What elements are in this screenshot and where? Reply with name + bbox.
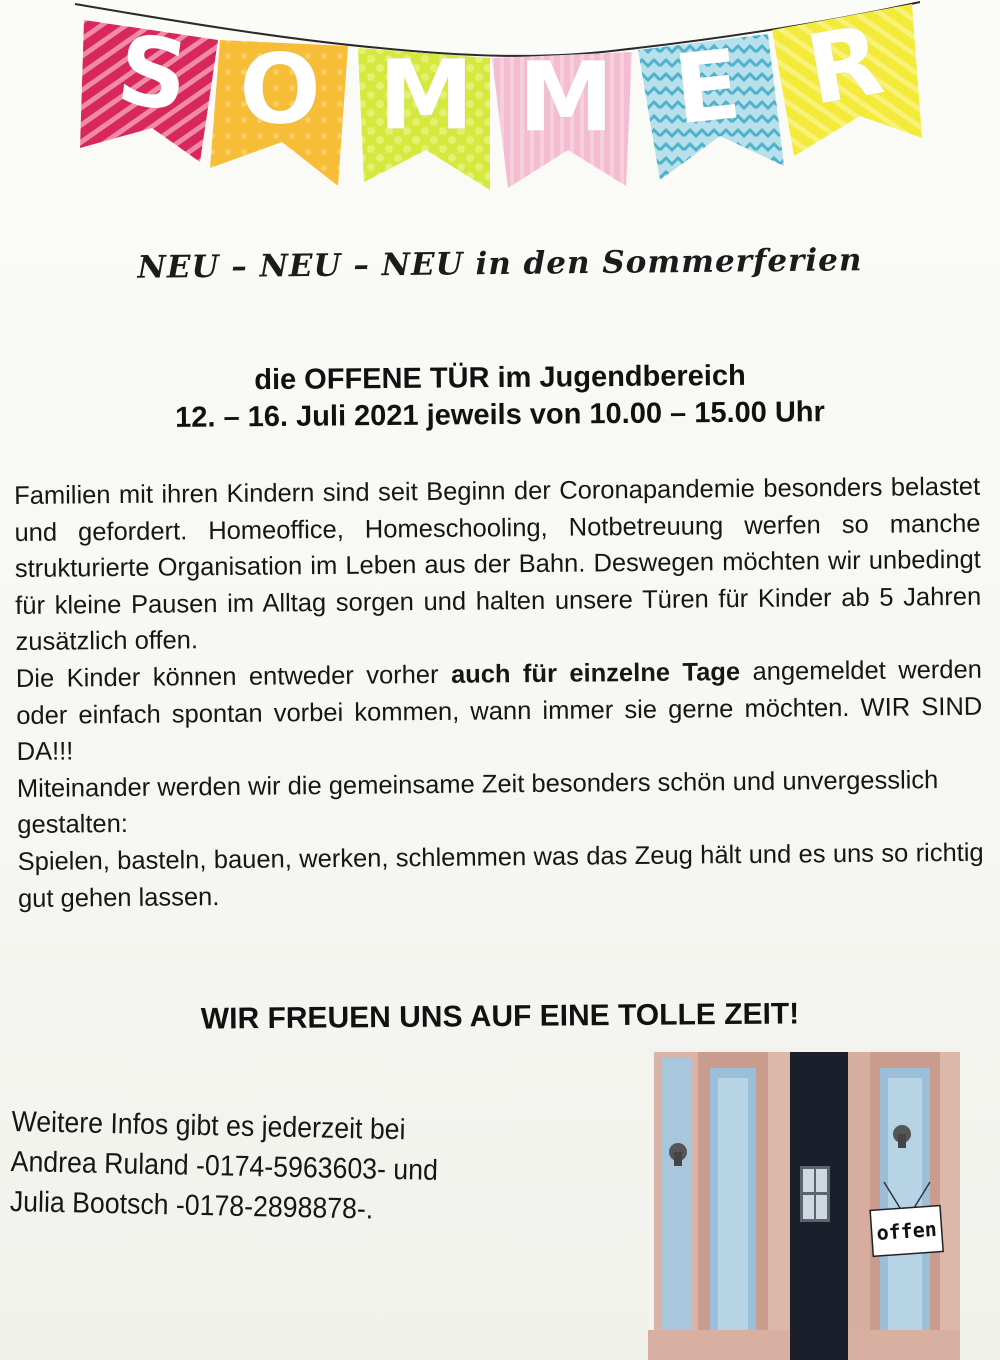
contact-line-1: Weitere Infos gibt es jederzeit bei: [11, 1105, 406, 1147]
flag-e: [638, 28, 784, 180]
flag-letter-e: E: [668, 28, 746, 147]
body-paragraph-1: Familien mit ihren Kindern sind seit Beginn der Coronapandemie besonders belastet und gefordert. Homeoffice, Homeschooling, Notbetreuung werfen so manche strukturierte Organisation im Leben aus der Bahn. Deswegen möchten wir unbedingt für kleine Pausen im Alltag sorgen und halten unsere Türen für Kinder ab 5 Jahren zusätzlich offen.: [14, 472, 982, 657]
contact-line-3: Julia Bootsch -0178-2898878-.: [9, 1185, 374, 1226]
flag-m1: [358, 39, 490, 190]
body-paragraph-2-bold: auch für einzelne Tage: [450, 658, 741, 689]
flag-o: [210, 33, 348, 186]
flag-letter-r: R: [798, 3, 891, 128]
heading-line-2: 12. – 16. Juli 2021 jeweils von 10.00 – 15.00 Uhr: [175, 396, 825, 434]
contact-info: [9, 1102, 527, 1233]
flag-r: [772, 4, 922, 156]
flag-letter-m2: M: [518, 41, 614, 154]
tagline: WIR FREUEN UNS AUF EINE TOLLE ZEIT!: [200, 997, 800, 1036]
contact-line-2: Andrea Ruland -0174-5963603- und: [10, 1145, 439, 1187]
body-paragraph-2: [16, 652, 983, 771]
offen-sign-text: offen: [875, 1216, 938, 1246]
body-text: [14, 469, 984, 917]
flag-letter-o: O: [239, 33, 321, 146]
sommer-bunting-banner: [60, 0, 940, 220]
heading-line-1: die OFFENE TÜR im Jugendbereich: [254, 359, 746, 397]
flag-m2: [492, 41, 632, 188]
body-paragraph-3: Miteinander werden wir die gemeinsame Zeit besonders schön und unvergesslich gestalten:: [16, 765, 939, 840]
offen-sign: [870, 1206, 943, 1257]
flag-letter-s: S: [110, 13, 195, 134]
subtitle: NEU – NEU – NEU in den Sommerferien: [137, 242, 863, 286]
body-paragraph-2-start: Die Kinder können entweder vorher: [15, 660, 452, 693]
flag-letter-m1: M: [378, 39, 474, 152]
body-paragraph-2-end: angemeldet werden oder einfach spontan vorbei kommen, wann immer sie gerne möchten. WIR SIND DA!!!: [16, 655, 983, 767]
open-door-photo: [648, 1048, 960, 1360]
flag-s: [80, 13, 218, 162]
body-paragraph-4: Spielen, basteln, bauen, werken, schlemmen was das Zeug hält und es uns so richtig gut gehen lassen.: [17, 838, 984, 913]
